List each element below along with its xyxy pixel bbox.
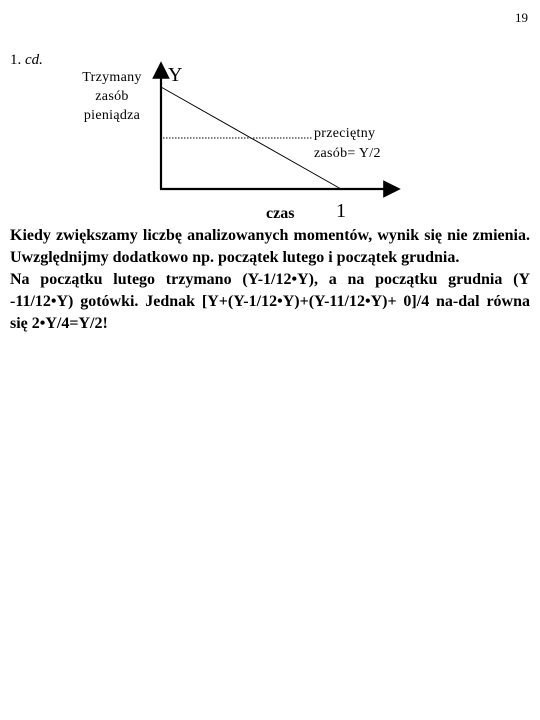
section-suffix: cd. bbox=[25, 52, 43, 68]
y-axis-title-line: pieniądza bbox=[83, 108, 141, 123]
page-number: 19 bbox=[515, 10, 528, 25]
average-holding-label bbox=[314, 124, 381, 164]
paragraph: Kiedy zwiększamy liczbę analizowanych momentów, wynik się nie zmienia. Uwzględnijmy dodatkowo np. początek lutego i początek grudnia. bbox=[10, 227, 530, 266]
average-holding-label-line: zasób= Y/2 bbox=[314, 146, 381, 161]
paragraph: Na początku lutego trzymano (Y-1/12•Y), a na początku grudnia (Y -11/12•Y) gotówki. Jednak [Y+(Y-1/12•Y)+(Y-11/12•Y)+ 0]/4 na-dal równa się 2•Y/4=Y/2! bbox=[10, 271, 530, 332]
y-axis-letter: Y bbox=[168, 64, 183, 86]
x-axis-title: czas bbox=[266, 205, 295, 222]
y-axis-title-line: zasób bbox=[95, 89, 129, 104]
x-axis-end-label: 1 bbox=[336, 200, 346, 222]
y-axis-title-line: Trzymany bbox=[82, 70, 142, 85]
average-holding-label-line: przeciętny bbox=[314, 126, 376, 141]
section-number: 1. bbox=[10, 52, 22, 68]
body-text bbox=[10, 225, 530, 335]
